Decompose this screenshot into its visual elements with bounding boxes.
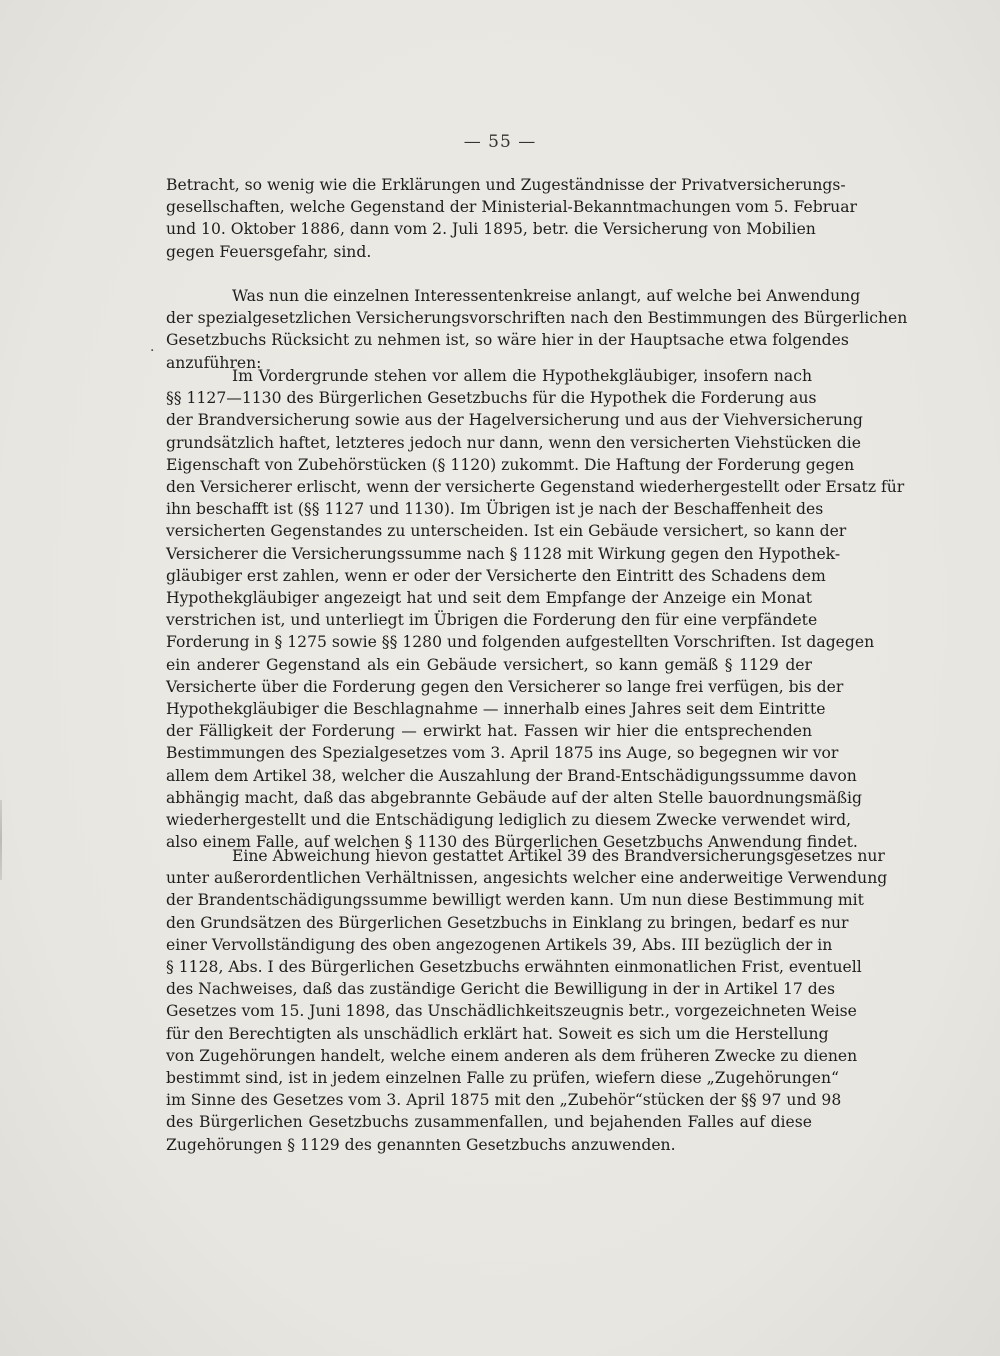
text-line: §§ 1127—1130 des Bürgerlichen Gesetzbuchs für die Hypothek die Forderung aus (166, 389, 817, 408)
page-number: — 55 — (463, 132, 537, 152)
text-line: § 1128, Abs. I des Bürgerlichen Gesetzbuchs erwähnten einmonatlichen Frist, eventuell (166, 958, 862, 977)
text-line: einer Vervollständigung des oben angezogenen Artikels 39, Abs. III bezüglich der in (166, 935, 833, 954)
text-line: von Zugehörungen handelt, welche einem anderen als dem früheren Zwecke zu dienen (166, 1046, 858, 1065)
paragraph-interest-groups (166, 285, 908, 374)
text-line: Betracht, so wenig wie die Erklärungen und Zugeständnisse der Privatversicherungs- (166, 176, 846, 194)
text-line: bestimmt sind, ist in jedem einzelnen Falle zu prüfen, wiefern diese „Zugehörungen“ (166, 1069, 840, 1088)
text-line: Forderung in § 1275 sowie §§ 1280 und folgenden aufgestellten Vorschriften. Ist dagegen (166, 633, 875, 652)
text-line: gläubiger erst zahlen, wenn er oder der Versicherte den Eintritt des Schadens dem (166, 566, 826, 585)
text-line: also einem Falle, auf welchen § 1130 des Bürgerlichen Gesetzbuchs Anwendung findet. (166, 833, 858, 852)
text-line: Versicherer die Versicherungssumme nach § 1128 mit Wirkung gegen den Hypothek- (166, 544, 841, 563)
text-line: Was nun die einzelnen Interessentenkreise anlangt, auf welche bei Anwendung (232, 287, 861, 305)
margin-mark: · (150, 343, 155, 359)
text-line: für den Berechtigten als unschädlich erklärt hat. Soweit es sich um die Herstellung (166, 1024, 829, 1043)
text-line: Hypothekgläubiger angezeigt hat und seit dem Empfange der Anzeige ein Monat (166, 589, 812, 608)
text-line: im Sinne des Gesetzes vom 3. April 1875 mit den „Zubehör“stücken der §§ 97 und 98 (166, 1091, 842, 1110)
text-line: des Bürgerlichen Gesetzbuchs zusammenfallen, und bejahenden Falles auf diese (166, 1113, 812, 1132)
text-line: der Brandversicherung sowie aus der Hagelversicherung und aus der Viehversicherung (166, 411, 863, 430)
text-line: gegen Feuersgefahr, sind. (166, 242, 372, 261)
text-line: der Fälligkeit der Forderung — erwirkt hat. Fassen wir hier die entsprechenden (166, 722, 812, 741)
text-line: allem dem Artikel 38, welcher die Auszahlung der Brand-Entschädigungssumme davon (166, 766, 857, 785)
text-line: abhängig macht, daß das abgebrannte Gebäude auf der alten Stelle bauordnungsmäßig (166, 788, 862, 807)
paragraph-continuation (166, 174, 857, 263)
scan-edge-shadow (0, 800, 2, 880)
text-line: der spezialgesetzlichen Versicherungsvorschriften nach den Bestimmungen des Bürgerlichen (166, 309, 908, 328)
text-line: der Brandentschädigungssumme bewilligt werden kann. Um nun diese Bestimmung mit (166, 891, 864, 910)
text-line: Versicherte über die Forderung gegen den Versicherer so lange frei verfügen, bis der (166, 677, 844, 696)
text-line: Im Vordergrunde stehen vor allem die Hypothekgläubiger, insofern nach (232, 367, 812, 385)
text-line: anzuführen: (166, 353, 262, 372)
text-line: ihn beschafft ist (§§ 1127 und 1130). Im Übrigen ist je nach der Beschaffenheit des (166, 500, 824, 519)
text-line: versicherten Gegenstandes zu unterscheiden. Ist ein Gebäude versichert, so kann der (166, 522, 847, 541)
text-line: Hypothekgläubiger die Beschlagnahme — innerhalb eines Jahres seit dem Eintritte (166, 700, 826, 719)
text-line: Gesetzbuchs Rücksicht zu nehmen ist, so wäre hier in der Hauptsache etwa folgendes (166, 331, 849, 350)
text-line: gesellschaften, welche Gegenstand der Ministerial-Bekanntmachungen vom 5. Februar (166, 198, 857, 217)
text-line: verstrichen ist, und unterliegt im Übrigen die Forderung den für eine verpfändete (166, 611, 818, 630)
paragraph-exception-article-39 (166, 845, 888, 1156)
text-line: Zugehörungen § 1129 des genannten Gesetzbuchs anzuwenden. (166, 1135, 676, 1154)
text-line: Gesetzes vom 15. Juni 1898, das Unschädlichkeitszeugnis betr., vorgezeichneten Weise (166, 1002, 857, 1021)
text-line: wiederhergestellt und die Entschädigung lediglich zu diesem Zwecke verwendet wird, (166, 811, 852, 830)
text-line: den Grundsätzen des Bürgerlichen Gesetzbuchs in Einklang zu bringen, bedarf es nur (166, 913, 849, 932)
text-line: den Versicherer erlischt, wenn der versicherte Gegenstand wiederhergestellt oder Ersatz für (166, 478, 905, 497)
text-line: Eigenschaft von Zubehörstücken (§ 1120) zukommt. Die Haftung der Forderung gegen (166, 455, 855, 474)
text-line: ein anderer Gegenstand als ein Gebäude versichert, so kann gemäß § 1129 der (166, 655, 812, 674)
text-line: Eine Abweichung hievon gestattet Artikel 39 des Brandversicherungsgesetzes nur (232, 847, 885, 865)
text-line: des Nachweises, daß das zuständige Gericht die Bewilligung in der in Artikel 17 des (166, 980, 835, 999)
text-line: Bestimmungen des Spezialgesetzes vom 3. April 1875 ins Auge, so begegnen wir vor (166, 744, 839, 763)
text-line: und 10. Oktober 1886, dann vom 2. Juli 1895, betr. die Versicherung von Mobilien (166, 220, 816, 239)
text-line: grundsätzlich haftet, letzteres jedoch nur dann, wenn den versicherten Viehstücken die (166, 433, 861, 452)
paragraph-mortgage-creditors (166, 365, 905, 853)
text-line: unter außerordentlichen Verhältnissen, angesichts welcher eine anderweitige Verwendung (166, 869, 888, 888)
